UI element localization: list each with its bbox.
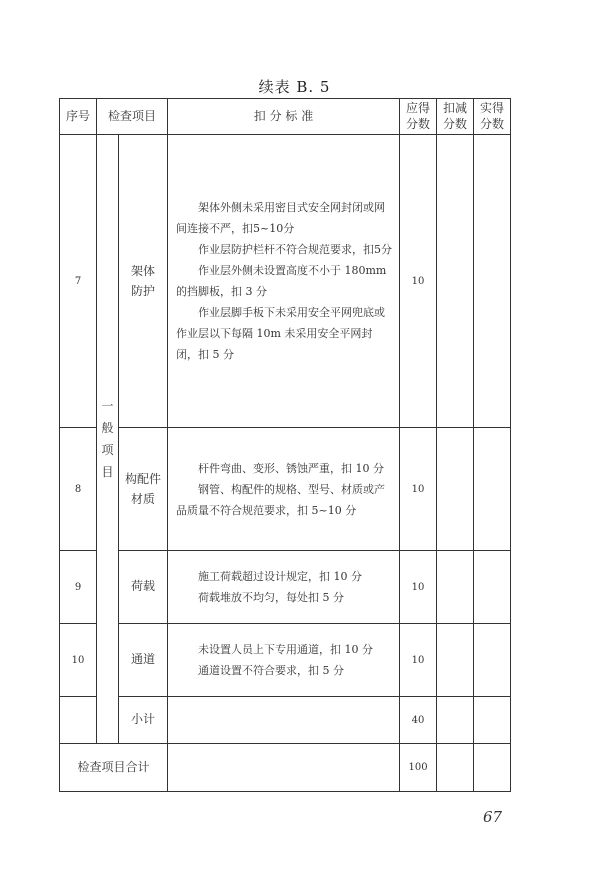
table-row: [60, 135, 511, 428]
subtotal-score: 40: [400, 697, 437, 744]
header-criteria: 扣 分 标 准: [168, 99, 400, 135]
total-criteria: [168, 744, 400, 792]
row-item: 通道: [119, 624, 168, 697]
row-score-due: 10: [400, 428, 437, 551]
row-criteria: 施工荷载超过设计规定，扣 10 分 荷载堆放不均匀，每处扣 5 分: [168, 551, 400, 624]
total-deduct: [437, 744, 474, 792]
total-label: 检查项目合计: [60, 744, 168, 792]
page-number: 67: [483, 808, 503, 826]
row-score-actual: [474, 624, 511, 697]
inspection-table: [59, 98, 511, 792]
header-item: 检查项目: [97, 99, 168, 135]
row-score-actual: [474, 551, 511, 624]
row-score-deduct: [437, 551, 474, 624]
subtotal-criteria: [168, 697, 400, 744]
row-criteria: 未设置人员上下专用通道，扣 10 分 通道设置不符合要求，扣 5 分: [168, 624, 400, 697]
row-item: 构配件 材质: [119, 428, 168, 551]
subtotal-seq: [60, 697, 97, 744]
subtotal-row: [60, 697, 511, 744]
row-seq: 7: [60, 135, 97, 428]
header-score-actual: 实得 分数: [474, 99, 511, 135]
total-score: 100: [400, 744, 437, 792]
header-seq: 序号: [60, 99, 97, 135]
header-score-due: 应得 分数: [400, 99, 437, 135]
row-criteria: 架体外侧未采用密目式安全网封闭或网间连接不严，扣5~10分 作业层防护栏杆不符合规范要求，扣5分 作业层外侧未设置高度不小于 180mm 的挡脚板，扣 3 分 作业层脚手板下未采用安全平网兜底或作业层以下每隔 10m 未采用安全平网封闭，扣 5 分: [168, 135, 400, 428]
row-item: 荷载: [119, 551, 168, 624]
table-row: [60, 624, 511, 697]
total-actual: [474, 744, 511, 792]
row-score-due: 10: [400, 135, 437, 428]
row-seq: 10: [60, 624, 97, 697]
row-score-deduct: [437, 428, 474, 551]
total-row: [60, 744, 511, 792]
row-score-deduct: [437, 624, 474, 697]
header-row: [60, 99, 511, 135]
table-row: [60, 551, 511, 624]
general-items-group: 一 般 项 目: [97, 135, 119, 744]
subtotal-actual: [474, 697, 511, 744]
row-seq: 9: [60, 551, 97, 624]
row-score-actual: [474, 135, 511, 428]
row-score-due: 10: [400, 624, 437, 697]
table-row: [60, 428, 511, 551]
subtotal-label: 小计: [119, 697, 168, 744]
subtotal-deduct: [437, 697, 474, 744]
header-score-deduct: 扣减 分数: [437, 99, 474, 135]
table-caption: 续表 B. 5: [258, 78, 331, 96]
row-seq: 8: [60, 428, 97, 551]
row-score-due: 10: [400, 551, 437, 624]
row-item: 架体 防护: [119, 135, 168, 428]
row-score-deduct: [437, 135, 474, 428]
row-score-actual: [474, 428, 511, 551]
row-criteria: 杆件弯曲、变形、锈蚀严重，扣 10 分 钢管、构配件的规格、型号、材质或产品质量不符合规范要求，扣 5~10 分: [168, 428, 400, 551]
